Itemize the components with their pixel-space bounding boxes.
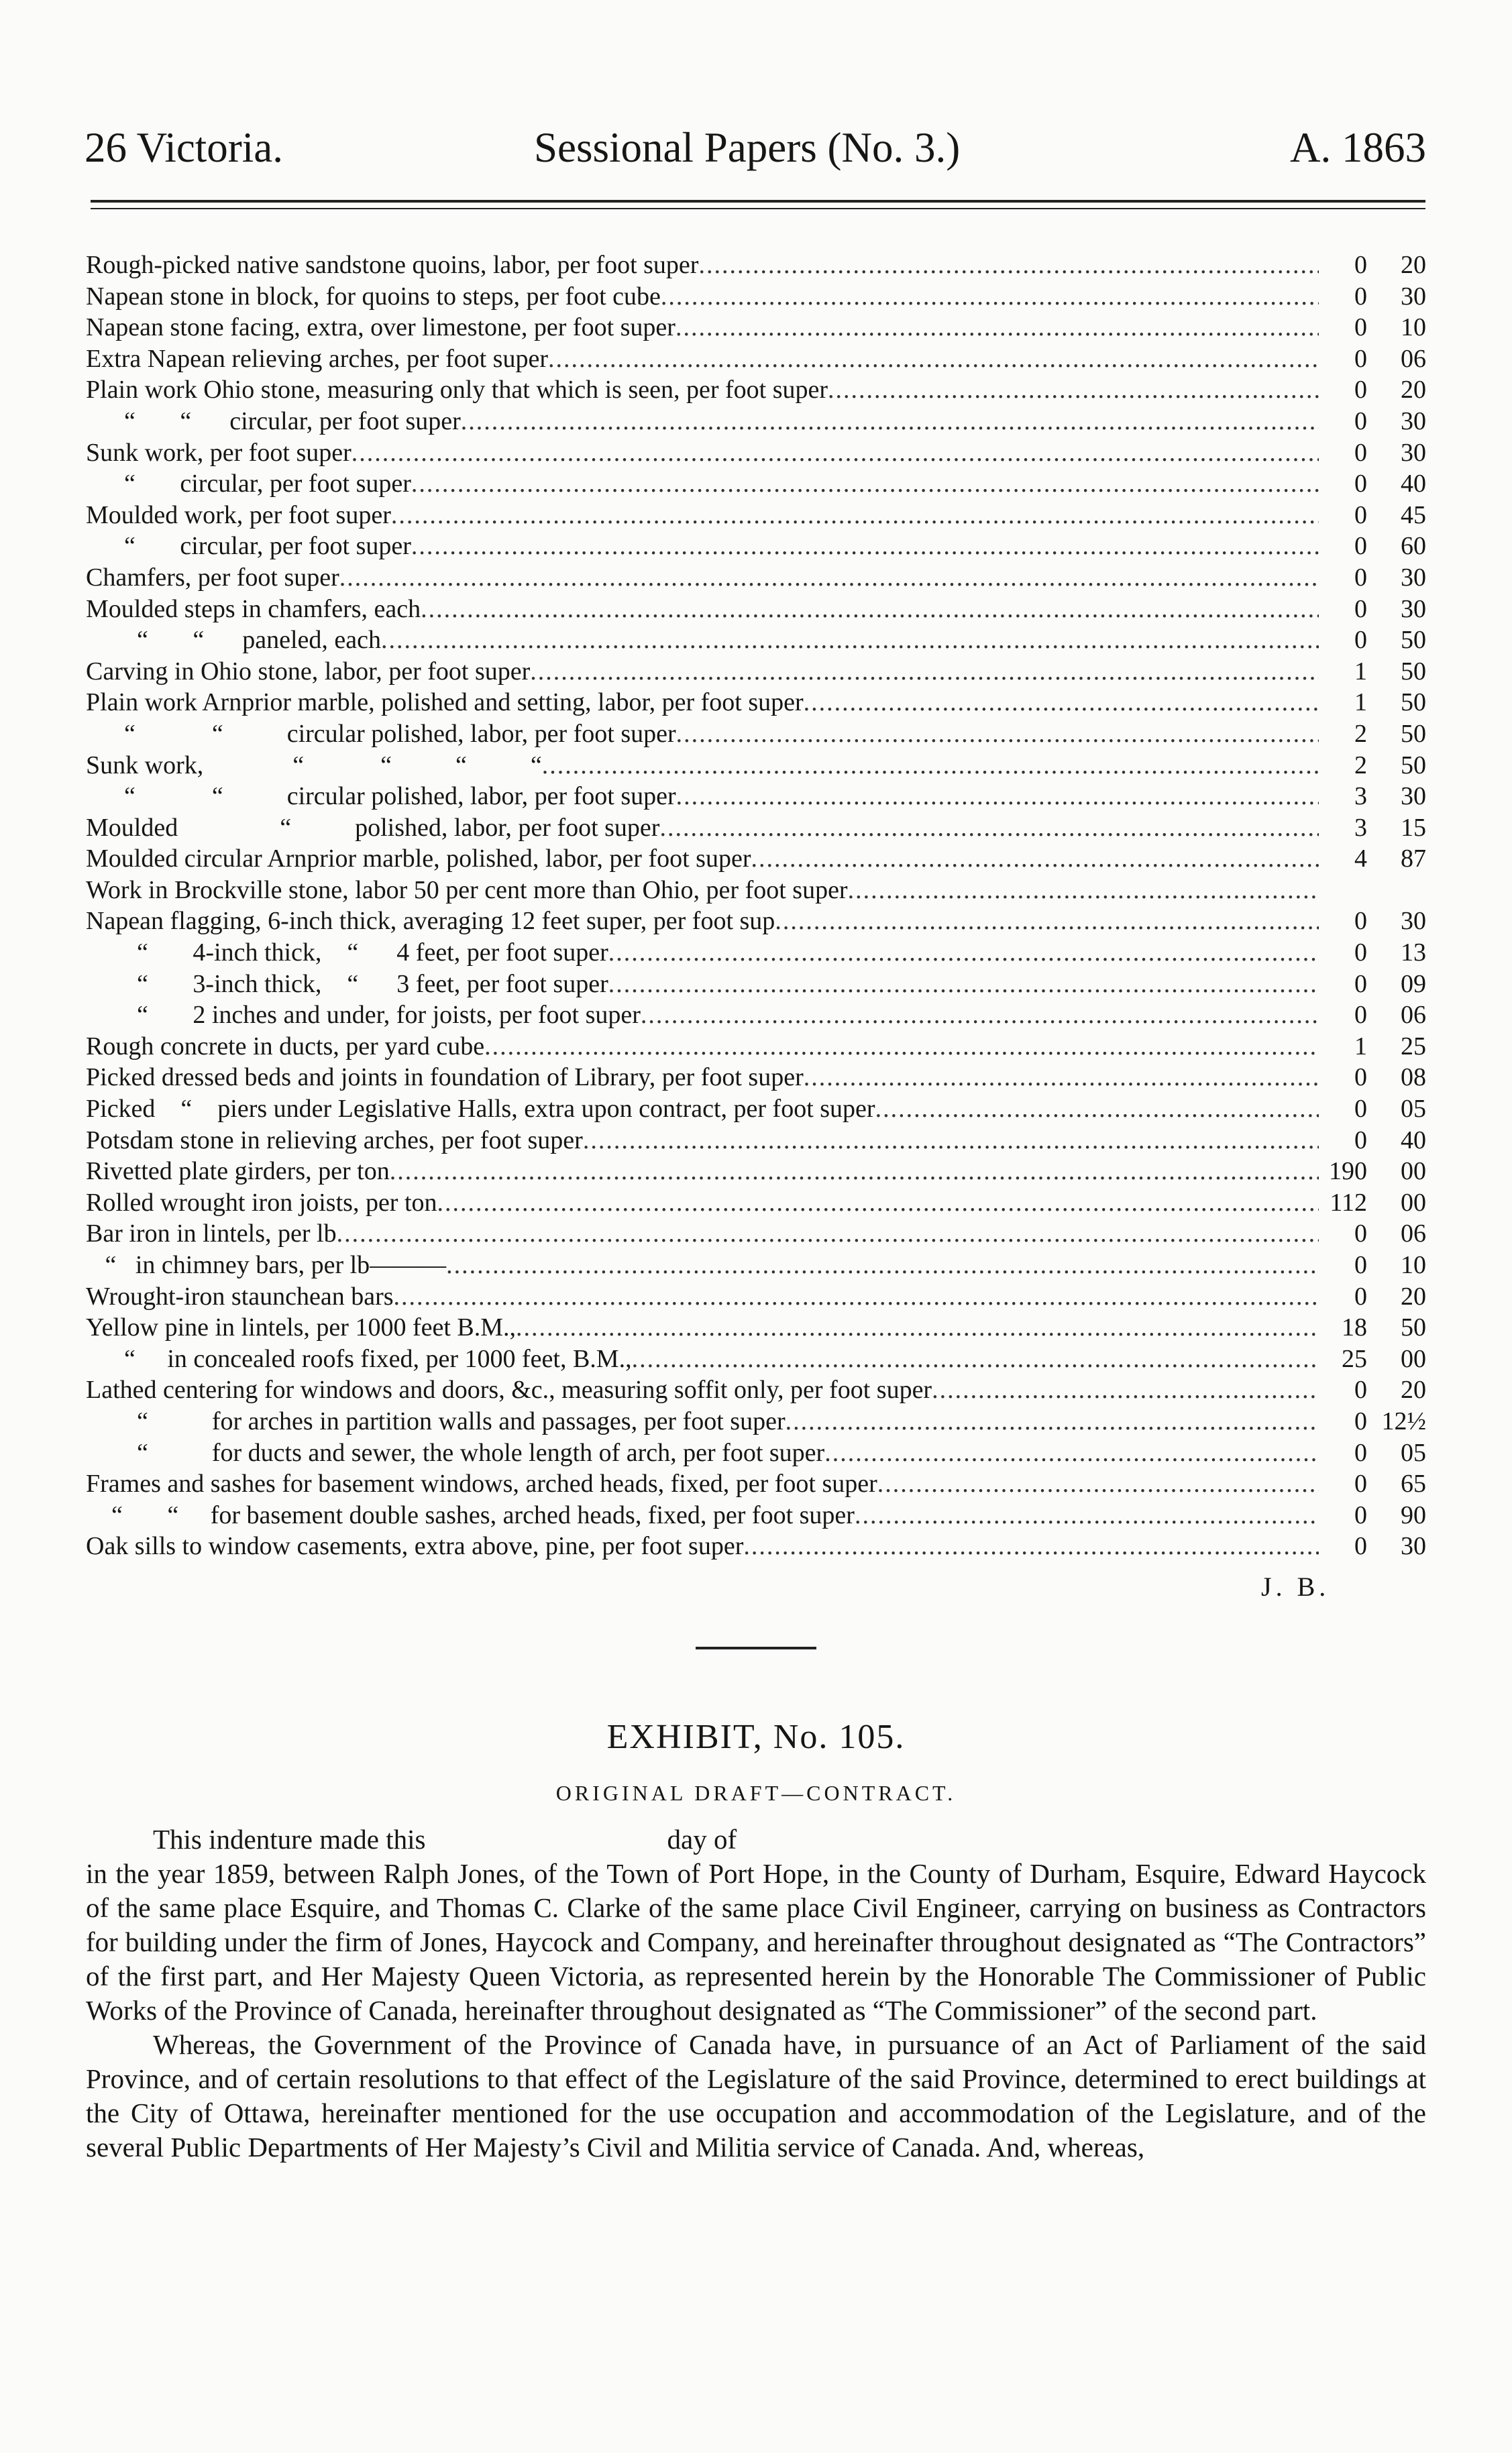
dot-leader xyxy=(394,1281,1319,1313)
dot-leader xyxy=(676,312,1319,343)
item-description: “ 4-inch thick, “ 4 feet, per foot super xyxy=(86,938,608,967)
running-header xyxy=(85,121,1426,174)
price-cents: 60 xyxy=(1401,532,1426,561)
dot-leader xyxy=(676,718,1319,750)
price-row xyxy=(86,969,1426,1000)
item-description: “ for ducts and sewer, the whole length of arch, per foot super xyxy=(86,1438,825,1467)
price-row xyxy=(86,250,1426,281)
item-description: Potsdam stone in relieving arches, per foot super xyxy=(86,1126,583,1154)
price-dollars: 0 xyxy=(1354,907,1367,936)
price-row xyxy=(86,1281,1426,1313)
item-description: Sunk work, per foot super xyxy=(86,438,352,467)
item-description: “ “ circular polished, labor, per foot super xyxy=(86,782,676,811)
price-row xyxy=(86,1374,1426,1406)
price-cents: 20 xyxy=(1401,251,1426,279)
price-cents: 50 xyxy=(1401,688,1426,717)
price-dollars: 2 xyxy=(1354,751,1367,779)
item-description: Plain work Ohio stone, measuring only that which is seen, per foot super xyxy=(86,376,828,404)
dot-leader xyxy=(583,1125,1319,1156)
price-cents: 30 xyxy=(1401,563,1426,592)
price-row xyxy=(86,500,1426,531)
price-cents: 30 xyxy=(1401,1532,1426,1561)
price-row xyxy=(86,750,1426,781)
price-cents: 87 xyxy=(1401,844,1426,873)
item-description: Rough concrete in ducts, per yard cube xyxy=(86,1032,485,1060)
price-dollars: 1 xyxy=(1354,688,1367,717)
price-cents: 50 xyxy=(1401,1313,1426,1342)
price-dollars: 2 xyxy=(1354,719,1367,748)
item-description: “ “ paneled, each xyxy=(86,626,381,655)
price-cents: 30 xyxy=(1401,782,1426,811)
item-description: Rough-picked native sandstone quoins, labor, per foot super xyxy=(86,251,699,279)
price-row xyxy=(86,1187,1426,1219)
price-cents: 30 xyxy=(1401,438,1426,467)
dot-leader xyxy=(411,468,1319,500)
dot-leader xyxy=(676,781,1319,812)
price-row xyxy=(86,374,1426,406)
price-row xyxy=(86,312,1426,343)
item-description: “ circular, per foot super xyxy=(86,470,411,498)
price-cents: 45 xyxy=(1401,500,1426,529)
dot-leader xyxy=(437,1187,1319,1219)
price-row xyxy=(86,1344,1426,1375)
price-row xyxy=(86,718,1426,750)
dot-leader xyxy=(337,1218,1319,1250)
price-dollars: 0 xyxy=(1354,1063,1367,1092)
price-cents: 00 xyxy=(1401,1344,1426,1373)
item-description: Sunk work, “ “ “ “ xyxy=(86,751,542,779)
price-cents: 00 xyxy=(1401,1188,1426,1217)
price-row xyxy=(86,999,1426,1031)
dot-leader xyxy=(877,1468,1319,1500)
paragraph-indenture xyxy=(86,1822,1426,1857)
item-description: Napean stone facing, extra, over limestone, per foot super xyxy=(86,313,676,342)
price-row xyxy=(86,1500,1426,1531)
price-dollars: 25 xyxy=(1342,1344,1367,1373)
price-dollars: 0 xyxy=(1354,376,1367,404)
price-dollars: 0 xyxy=(1354,344,1367,373)
price-row xyxy=(86,1250,1426,1281)
price-dollars: 0 xyxy=(1354,563,1367,592)
price-dollars: 0 xyxy=(1354,470,1367,498)
price-dollars: 0 xyxy=(1354,969,1367,998)
price-dollars: 0 xyxy=(1354,1407,1367,1435)
dot-leader xyxy=(446,1250,1319,1281)
price-cents: 50 xyxy=(1401,719,1426,748)
price-cents: 08 xyxy=(1401,1063,1426,1092)
header-papers-title: Sessional Papers (No. 3.) xyxy=(534,124,961,171)
dot-leader xyxy=(641,999,1319,1031)
price-cents: 50 xyxy=(1401,751,1426,779)
dot-leader xyxy=(743,1531,1319,1562)
price-cents: 20 xyxy=(1401,376,1426,404)
item-description: Extra Napean relieving arches, per foot super xyxy=(86,344,548,373)
price-dollars: 0 xyxy=(1354,1219,1367,1248)
price-dollars: 0 xyxy=(1354,313,1367,342)
item-description: Plain work Arnprior marble, polished and setting, labor, per foot super xyxy=(86,688,804,717)
price-row xyxy=(86,843,1426,875)
price-cents: 09 xyxy=(1401,969,1426,998)
dot-leader xyxy=(484,1031,1319,1062)
dot-leader xyxy=(659,812,1319,844)
item-description: Picked “ piers under Legislative Halls, extra upon contract, per foot super xyxy=(86,1095,875,1124)
contract-text xyxy=(86,1822,1426,2165)
price-cents: 30 xyxy=(1401,907,1426,936)
item-description: Rolled wrought iron joists, per ton xyxy=(86,1188,437,1217)
price-dollars: 1 xyxy=(1354,657,1367,686)
header-session: 26 Victoria. xyxy=(85,124,283,171)
price-dollars: 3 xyxy=(1354,813,1367,842)
item-description: Moulded circular Arnprior marble, polished, labor, per foot super xyxy=(86,844,751,873)
price-dollars: 0 xyxy=(1354,626,1367,655)
price-cents: 30 xyxy=(1401,594,1426,623)
price-cents: 50 xyxy=(1401,626,1426,655)
price-row xyxy=(86,812,1426,844)
dot-leader xyxy=(542,750,1319,781)
price-row xyxy=(86,656,1426,688)
price-cents: 50 xyxy=(1401,657,1426,686)
dot-leader xyxy=(381,624,1319,656)
price-cents: 40 xyxy=(1401,1126,1426,1154)
paragraph-whereas: Whereas, the Government of the Province of Canada have, in pursuance of an Act of Parliament of the said Province, and of certain resolutions to that effect of the Legislature of the said Province, determined to erect buildings at the City of Ottawa, hereinafter mentioned for the use occupation and accommodation of the Legislature, and of the several Public Departments of Her Majesty’s Civil and Militia service of Canada. And, whereas, xyxy=(86,2029,1426,2163)
price-row xyxy=(86,1312,1426,1344)
price-row xyxy=(86,531,1426,562)
dot-leader xyxy=(339,562,1319,594)
dot-leader xyxy=(751,843,1319,875)
item-description: Oak sills to window casements, extra above, pine, per foot super xyxy=(86,1532,744,1561)
price-row xyxy=(86,624,1426,656)
item-description: Moulded work, per foot super xyxy=(86,500,391,529)
price-row xyxy=(86,937,1426,969)
price-cents: 40 xyxy=(1401,470,1426,498)
price-dollars: 0 xyxy=(1354,406,1367,435)
item-description: Picked dressed beds and joints in foundation of Library, per foot super xyxy=(86,1063,804,1092)
price-dollars: 112 xyxy=(1330,1188,1367,1217)
item-description: “ 3-inch thick, “ 3 feet, per foot super xyxy=(86,969,608,998)
item-description: Napean flagging, 6-inch thick, averaging 12 feet super, per foot sup xyxy=(86,907,775,936)
price-cents: 13 xyxy=(1401,938,1426,967)
price-row xyxy=(86,1468,1426,1500)
price-dollars: 0 xyxy=(1354,1438,1367,1467)
price-row xyxy=(86,594,1426,625)
price-row xyxy=(86,1531,1426,1562)
price-dollars: 0 xyxy=(1354,500,1367,529)
price-dollars: 0 xyxy=(1354,594,1367,623)
exhibit-title: EXHIBIT, No. 105. xyxy=(606,1718,906,1756)
section-divider xyxy=(696,1647,816,1649)
dot-leader xyxy=(828,374,1319,406)
dot-leader xyxy=(352,437,1319,469)
dot-leader xyxy=(661,281,1319,313)
indenture-day-of: day of xyxy=(667,1824,737,1855)
price-row xyxy=(86,1437,1426,1469)
dot-leader xyxy=(516,1312,1319,1344)
dot-leader xyxy=(390,1156,1319,1187)
price-row xyxy=(86,1156,1426,1187)
price-cents: 10 xyxy=(1401,1251,1426,1279)
price-row xyxy=(86,406,1426,437)
dot-leader xyxy=(632,1344,1319,1375)
price-cents: 12½ xyxy=(1381,1407,1426,1435)
item-description: “ “ for basement double sashes, arched heads, fixed, per foot super xyxy=(86,1501,855,1529)
item-description: Carving in Ohio stone, labor, per foot super xyxy=(86,657,531,686)
dot-leader xyxy=(824,1437,1319,1469)
item-description: “ “ circular, per foot super xyxy=(86,406,461,435)
price-cents: 25 xyxy=(1401,1032,1426,1060)
price-cents: 20 xyxy=(1401,1376,1426,1405)
price-cents: 05 xyxy=(1401,1438,1426,1467)
dot-leader xyxy=(461,406,1319,437)
price-cents: 65 xyxy=(1401,1470,1426,1498)
price-dollars: 0 xyxy=(1354,1126,1367,1154)
dot-leader xyxy=(421,594,1319,625)
header-rule-thick xyxy=(91,200,1425,203)
price-dollars: 0 xyxy=(1354,1470,1367,1498)
price-row xyxy=(86,875,1426,906)
price-dollars: 0 xyxy=(1354,251,1367,279)
dot-leader xyxy=(786,1406,1319,1437)
dot-leader xyxy=(411,531,1319,562)
item-description: Wrought-iron staunchean bars xyxy=(86,1282,394,1311)
price-row xyxy=(86,687,1426,718)
dot-leader xyxy=(848,875,1319,906)
price-row xyxy=(86,437,1426,469)
dot-leader xyxy=(608,937,1319,969)
item-description: “ for arches in partition walls and passages, per foot super xyxy=(86,1407,786,1435)
price-dollars: 0 xyxy=(1354,438,1367,467)
header-year: A. 1863 xyxy=(1290,124,1426,171)
item-description: Lathed centering for windows and doors, &c., measuring soffit only, per foot super xyxy=(86,1376,932,1405)
price-cents: 06 xyxy=(1401,1001,1426,1030)
signature-initials: J. B. xyxy=(1261,1572,1330,1602)
dot-leader xyxy=(530,656,1319,688)
price-cents: 90 xyxy=(1401,1501,1426,1529)
price-cents: 30 xyxy=(1401,406,1426,435)
dot-leader xyxy=(804,1062,1319,1093)
price-dollars: 4 xyxy=(1354,844,1367,873)
price-dollars: 0 xyxy=(1354,1376,1367,1405)
indenture-opening: This indenture made this xyxy=(153,1824,426,1855)
header-rule-thin xyxy=(91,208,1425,209)
price-row xyxy=(86,1406,1426,1437)
price-row xyxy=(86,468,1426,500)
price-cents: 00 xyxy=(1401,1157,1426,1186)
price-cents: 05 xyxy=(1401,1095,1426,1124)
dot-leader xyxy=(391,500,1319,531)
dot-leader xyxy=(932,1374,1319,1406)
price-table xyxy=(86,250,1426,1562)
price-dollars: 1 xyxy=(1354,1032,1367,1060)
price-cents: 30 xyxy=(1401,282,1426,311)
price-dollars: 0 xyxy=(1354,282,1367,311)
price-row xyxy=(86,1125,1426,1156)
price-cents: 06 xyxy=(1401,344,1426,373)
price-dollars: 3 xyxy=(1354,782,1367,811)
dot-leader xyxy=(698,250,1319,281)
price-row xyxy=(86,1218,1426,1250)
item-description: “ 2 inches and under, for joists, per foot super xyxy=(86,1001,641,1030)
price-dollars: 0 xyxy=(1354,1251,1367,1279)
item-description: Work in Brockville stone, labor 50 per cent more than Ohio, per foot super xyxy=(86,875,848,904)
item-description: “ in concealed roofs fixed, per 1000 feet, B.M., xyxy=(86,1344,632,1373)
paragraph-indenture-cont: in the year 1859, between Ralph Jones, of the Town of Port Hope, in the County of Durham, Esquire, Edward Haycock of the same place Esquire, and Thomas C. Clarke of the same place Civil Engineer, carrying on business as Contractors for building under the firm of Jones, Haycock and Company, and hereinafter throughout designated as “The Contractors” of the first part, and Her Majesty Queen Victoria, as represented herein by the Honorable The Commissioner of Public Works of the Province of Canada, hereinafter throughout designated as “The Commissioner” of the second part. xyxy=(86,1858,1426,2026)
item-description: Frames and sashes for basement windows, arched heads, fixed, per foot super xyxy=(86,1470,877,1498)
item-description: “ circular, per foot super xyxy=(86,532,411,561)
item-description: Chamfers, per foot super xyxy=(86,563,339,592)
item-description: “ “ circular polished, labor, per foot super xyxy=(86,719,676,748)
item-description: Moulded steps in chamfers, each xyxy=(86,594,421,623)
price-dollars: 190 xyxy=(1329,1157,1367,1186)
item-description: Bar iron in lintels, per lb xyxy=(86,1219,337,1248)
price-cents: 20 xyxy=(1401,1282,1426,1311)
price-dollars: 0 xyxy=(1354,1001,1367,1030)
exhibit-subtitle: ORIGINAL DRAFT—CONTRACT. xyxy=(555,1781,957,1805)
item-description: “ in chimney bars, per lb——— xyxy=(86,1251,447,1279)
price-row xyxy=(86,562,1426,594)
price-row xyxy=(86,1031,1426,1062)
price-dollars: 0 xyxy=(1354,1532,1367,1561)
item-description: Rivetted plate girders, per ton xyxy=(86,1157,390,1186)
item-description: Moulded “ polished, labor, per foot super xyxy=(86,813,660,842)
price-cents: 15 xyxy=(1401,813,1426,842)
price-row xyxy=(86,281,1426,313)
dot-leader xyxy=(804,687,1319,718)
dot-leader xyxy=(775,906,1319,937)
price-row xyxy=(86,343,1426,375)
price-row xyxy=(86,906,1426,937)
dot-leader xyxy=(548,343,1319,375)
price-row xyxy=(86,1062,1426,1093)
price-dollars: 0 xyxy=(1354,1282,1367,1311)
price-cents: 06 xyxy=(1401,1219,1426,1248)
dot-leader xyxy=(855,1500,1319,1531)
price-row xyxy=(86,1093,1426,1125)
dot-leader xyxy=(875,1093,1319,1125)
item-description: Napean stone in block, for quoins to steps, per foot cube xyxy=(86,282,661,311)
price-dollars: 0 xyxy=(1354,1501,1367,1529)
item-description: Yellow pine in lintels, per 1000 feet B.M., xyxy=(86,1313,517,1342)
price-dollars: 18 xyxy=(1342,1313,1367,1342)
price-dollars: 0 xyxy=(1354,532,1367,561)
price-dollars: 0 xyxy=(1354,938,1367,967)
price-cents: 10 xyxy=(1401,313,1426,342)
price-dollars: 0 xyxy=(1354,1095,1367,1124)
dot-leader xyxy=(608,969,1319,1000)
price-row xyxy=(86,781,1426,812)
